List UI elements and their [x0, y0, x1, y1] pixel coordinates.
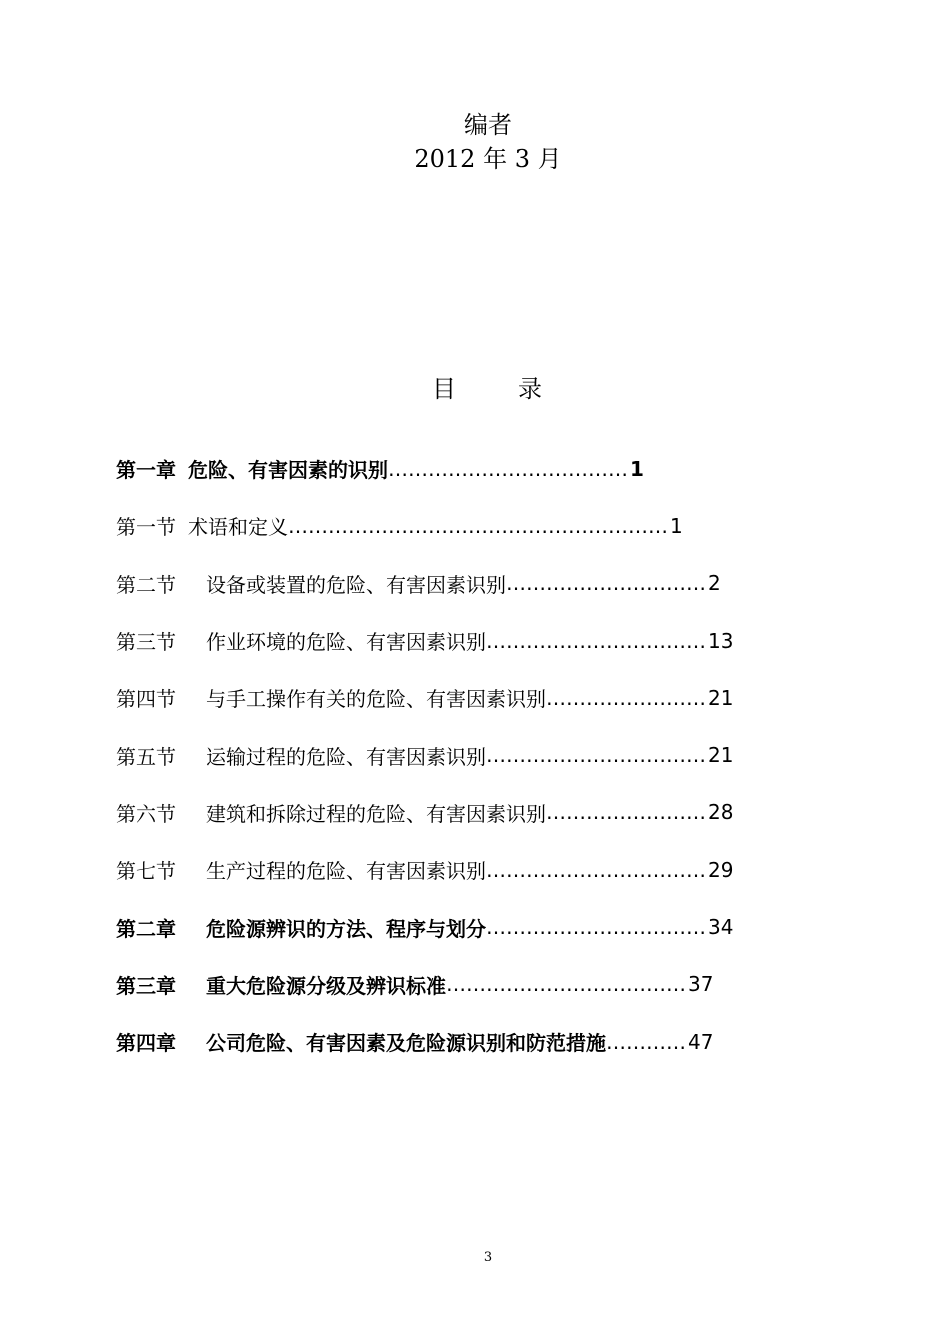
toc-entry-section-7[interactable] — [116, 841, 816, 898]
toc-entry-chapter-4[interactable] — [116, 1013, 816, 1070]
toc-entry-number: 第三章 — [116, 973, 176, 998]
page-number: 3 — [483, 1250, 493, 1265]
toc-entry-number: 第二节 — [116, 572, 176, 597]
toc-leader-dots: ………… — [606, 1029, 686, 1054]
toc-entry-section-2[interactable] — [116, 555, 816, 612]
toc-entry-number: 第五节 — [116, 744, 176, 769]
toc-entry-page: 2 — [708, 571, 721, 596]
toc-entry-section-4[interactable] — [116, 669, 816, 726]
toc-entry-page: 1 — [630, 456, 644, 481]
toc-leader-dots: …………………………… — [486, 743, 706, 768]
toc-entry-title: 运输过程的危险、有害因素识别 — [206, 744, 486, 769]
toc-entry-section-3[interactable] — [116, 612, 816, 669]
toc-entry-number: 第六节 — [116, 801, 176, 826]
toc-entry-page: 29 — [708, 857, 734, 882]
toc-entry-section-6[interactable] — [116, 784, 816, 841]
toc-entry-title: 生产过程的危险、有害因素识别 — [206, 859, 486, 884]
toc-entry-number: 第四章 — [116, 1031, 176, 1056]
toc-leader-dots: ………………………………………………… — [288, 513, 668, 538]
toc-title-left: 目 — [432, 375, 456, 403]
toc-leader-dots: …………………………… — [486, 628, 706, 653]
toc-entry-section-5[interactable] — [116, 726, 816, 783]
toc-entry-title: 危险、有害因素的识别 — [188, 458, 388, 483]
toc-entry-number: 第一章 — [116, 458, 176, 483]
toc-leader-dots: …………………………… — [486, 857, 706, 882]
table-of-contents — [116, 440, 816, 1070]
toc-entry-title: 术语和定义 — [188, 515, 288, 540]
date-label: 2012 年 3 月 — [414, 145, 562, 173]
toc-entry-page: 21 — [708, 743, 734, 768]
toc-entry-section-1[interactable] — [116, 497, 816, 554]
toc-entry-number: 第三节 — [116, 630, 176, 655]
toc-entry-number: 第二章 — [116, 916, 176, 941]
toc-entry-title: 建筑和拆除过程的危险、有害因素识别 — [206, 801, 546, 826]
toc-entry-chapter-3[interactable] — [116, 956, 816, 1013]
toc-entry-title: 作业环境的危险、有害因素识别 — [206, 630, 486, 655]
toc-entry-page: 13 — [708, 628, 734, 653]
toc-entry-number: 第四节 — [116, 687, 176, 712]
editor-label: 编者 — [464, 111, 512, 139]
toc-entry-title: 重大危险源分级及辨识标准 — [206, 973, 446, 998]
editor-block — [0, 108, 950, 176]
toc-title-right: 录 — [518, 375, 542, 403]
toc-entry-number: 第七节 — [116, 859, 176, 884]
toc-leader-dots: ………………………… — [506, 571, 706, 596]
toc-leader-dots: …………………… — [546, 800, 706, 825]
toc-entry-page: 37 — [688, 972, 714, 997]
toc-entry-title: 设备或装置的危险、有害因素识别 — [206, 572, 506, 597]
toc-entry-chapter-1[interactable] — [116, 440, 816, 497]
toc-entry-number: 第一节 — [116, 515, 176, 540]
toc-entry-page: 34 — [708, 915, 734, 940]
toc-leader-dots: …………………… — [546, 685, 706, 710]
toc-entry-title: 与手工操作有关的危险、有害因素识别 — [206, 687, 546, 712]
toc-entry-title: 公司危险、有害因素及危险源识别和防范措施 — [206, 1031, 606, 1056]
toc-entry-chapter-2[interactable] — [116, 898, 816, 955]
toc-leader-dots: ……………………………… — [446, 972, 686, 997]
toc-entry-page: 1 — [670, 513, 683, 538]
toc-title — [432, 372, 542, 406]
toc-leader-dots: …………………………… — [486, 915, 706, 940]
toc-entry-page: 47 — [688, 1029, 714, 1054]
toc-entry-title: 危险源辨识的方法、程序与划分 — [206, 916, 486, 941]
toc-entry-page: 28 — [708, 800, 734, 825]
toc-leader-dots: ……………………………… — [388, 456, 628, 481]
toc-entry-page: 21 — [708, 685, 734, 710]
